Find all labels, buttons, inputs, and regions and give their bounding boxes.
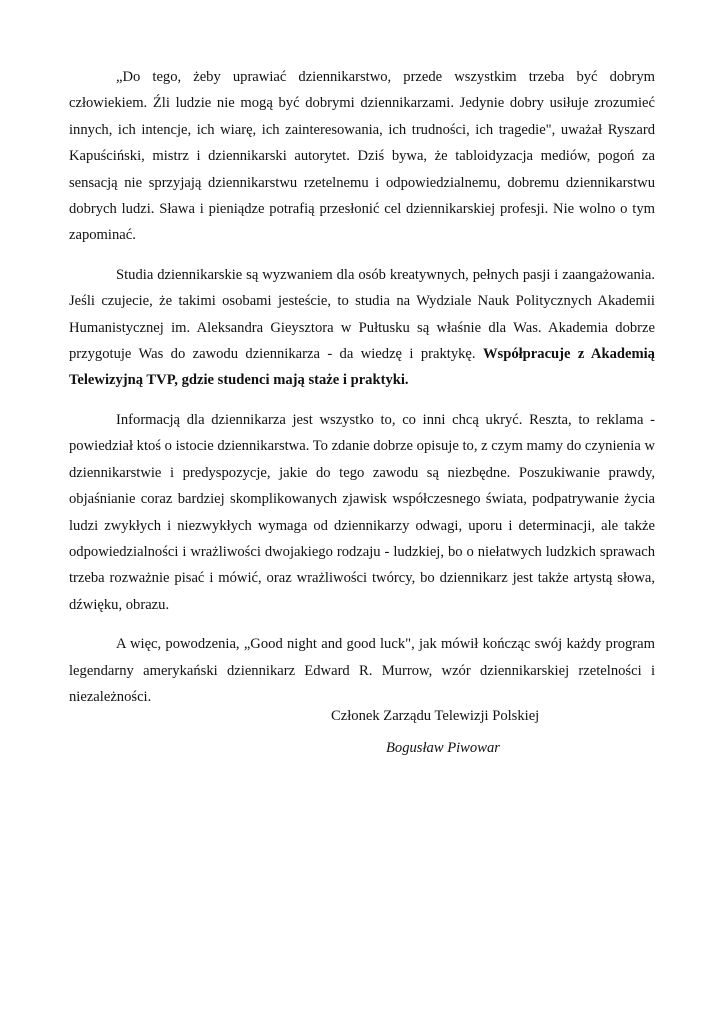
letter-body bbox=[69, 64, 655, 723]
paragraph-essence-of-journalism bbox=[69, 407, 655, 618]
paragraph-bold-highlight: Współpracuje z Akademią Telewizyjną TVP, gdzie studenci mają staże i praktyki. bbox=[69, 346, 655, 389]
signature-role: Członek Zarządu Telewizji Polskiej bbox=[331, 708, 540, 724]
paragraph-text: Studia dziennikarskie są wyzwaniem dla osób kreatywnych, pełnych pasji i zaangażowania. Jeśli czujecie, że takimi osobami jesteście, to studia na Wydziale Nauk Politycznych Akademii Humanistycznej im. Aleksandra Gieysztora w Pułtusku są właśnie dla Was. Akademia dobrze przygotuje Was do zawodu dziennikarza - da wiedzę i praktykę. bbox=[69, 266, 655, 363]
paragraph-good-luck bbox=[69, 631, 655, 710]
paragraph-journalism-studies bbox=[69, 262, 655, 394]
paragraph-text: A więc, powodzenia, „Good night and good luck", jak mówił kończąc swój każdy program legendarny amerykański dziennikarz Edward R. Murrow, wzór dziennikarskiej rzetelności i niezależności. bbox=[69, 636, 655, 705]
paragraph-text: „Do tego, żeby uprawiać dziennikarstwo, przede wszystkim trzeba być dobrym człowiekiem. Źli ludzie nie mogą być dobrymi dziennikarzami. Jedynie dobry usiłuje zrozumieć innych, ich intencje, ich wiarę, ich zainteresowania, ich trudności, ich tragedie", uważał Ryszard Kapuściński, mistrz i dziennikarski autorytet. Dziś bywa, że tabloidyzacja mediów, pogoń za sensacją nie sprzyjają dziennikarstwu rzetelnemu i odpowiedzialnemu, dobremu dziennikarstwu dobrych ludzi. Sława i pieniądze potrafią przesłonić cel dziennikarskiej profesji. Nie wolno o tym zapominać. bbox=[69, 69, 655, 244]
paragraph-text: Informacją dla dziennikarza jest wszystko to, co inni chcą ukryć. Reszta, to reklama - powiedział ktoś o istocie dziennikarstwa. To zdanie dobrze opisuje to, z czym mamy do czynienia w dziennikarstwie i predyspozycje, jakie do tego zawodu są niezbędne. Poszukiwanie prawdy, objaśnianie coraz bardziej skomplikowanych zjawisk współczesnego świata, podpatrywanie życia ludzi zwykłych i niezwykłych wymaga od dziennikarzy odwagi, uporu i determinacji, ale także odpowiedzialności i wrażliwości dwojakiego rodzaju - ludzkiej, bo o niełatwych ludzkich sprawach trzeba rozważnie pisać i mówić, oraz wrażliwości twórcy, bo dziennikarz jest także artystą słowa, dźwięku, obrazu. bbox=[69, 411, 655, 613]
signature-name: Bogusław Piwowar bbox=[386, 740, 500, 756]
paragraph-kapuscinski-quote bbox=[69, 64, 655, 249]
